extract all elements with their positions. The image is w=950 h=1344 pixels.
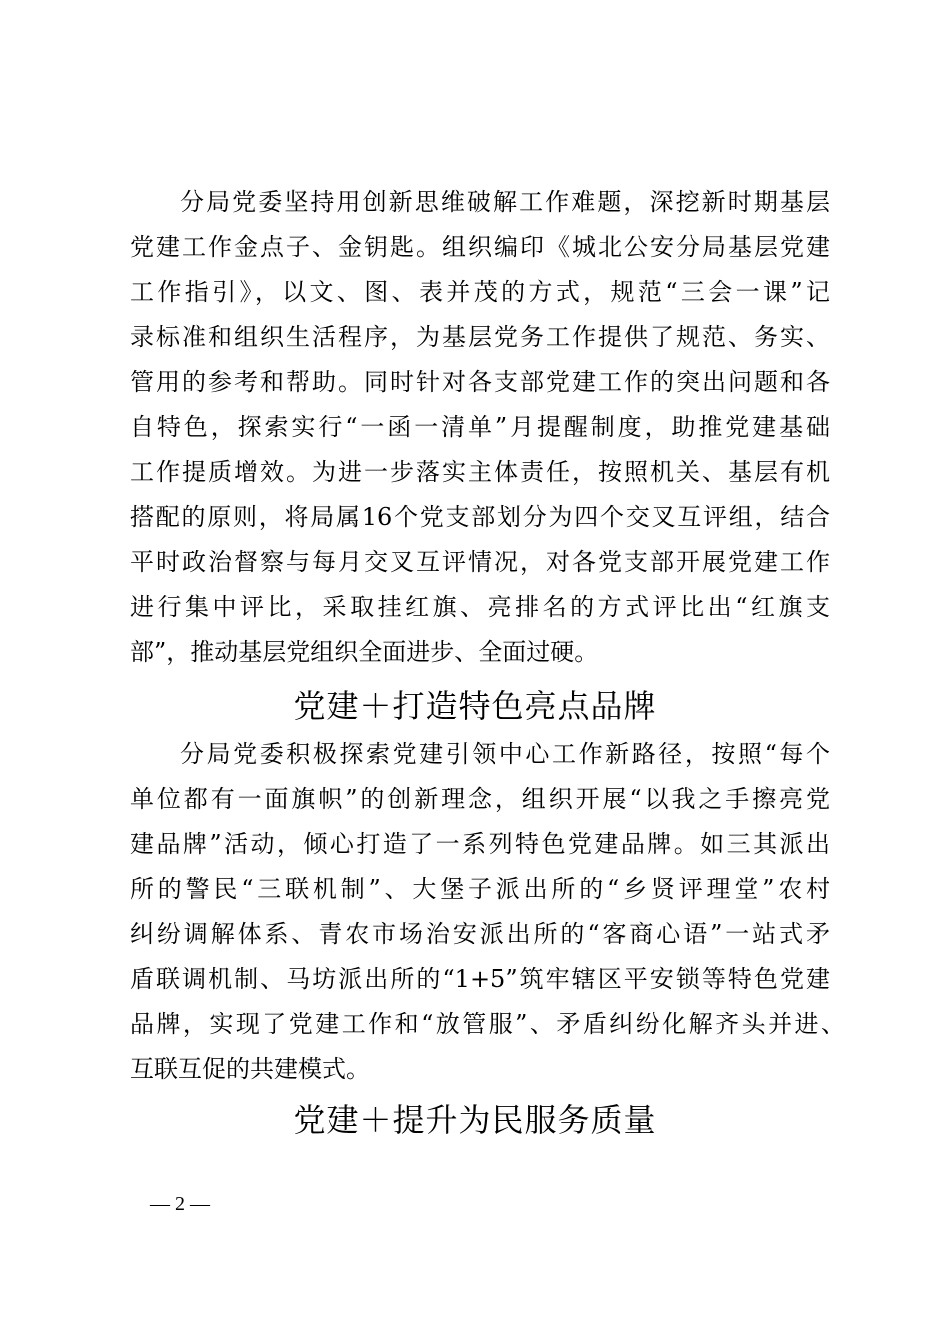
paragraph-line: 搭配的原则，将局属16个党支部划分为四个交叉互评组，结合 [130,503,830,531]
paragraph-line: 建品牌”活动，倾心打造了一系列特色党建品牌。如三其派出 [130,830,830,858]
paragraph-line: 部”，推动基层党组织全面进步、全面过硬。 [130,638,599,666]
paragraph-line: 党建工作金点子、金钥匙。组织编印《城北公安分局基层党建 [130,233,830,261]
section-heading-brand: 党建＋打造特色亮点品牌 [293,687,657,725]
page-number: — 2 — [150,1193,210,1215]
section-heading-service: 党建＋提升为民服务质量 [293,1101,657,1139]
paragraph-line: 平时政治督察与每月交叉互评情况，对各党支部开展党建工作 [130,548,830,576]
paragraph-line: 分局党委积极探索党建引领中心工作新路径，按照“每个 [180,740,830,768]
paragraph-line: 所的警民“三联机制”、大堡子派出所的“乡贤评理堂”农村 [130,875,830,903]
paragraph-line: 分局党委坚持用创新思维破解工作难题，深挖新时期基层 [180,188,830,216]
paragraph-line: 工作提质增效。为进一步落实主体责任，按照机关、基层有机 [130,458,830,486]
paragraph-line: 录标准和组织生活程序，为基层党务工作提供了规范、务实、 [130,323,830,351]
paragraph-line: 纠纷调解体系、青农市场治安派出所的“客商心语”一站式矛 [130,920,830,948]
paragraph-line: 工作指引》，以文、图、表并茂的方式，规范“三会一课”记 [130,278,830,306]
paragraph-line: 品牌，实现了党建工作和“放管服”、矛盾纠纷化解齐头并进、 [130,1010,845,1038]
paragraph-line: 管用的参考和帮助。同时针对各支部党建工作的突出问题和各 [130,368,830,396]
paragraph-line: 盾联调机制、马坊派出所的“1+5”筑牢辖区平安锁等特色党建 [130,965,830,993]
paragraph-line: 自特色，探索实行“一函一清单”月提醒制度，助推党建基础 [130,413,830,441]
paragraph-line: 互联互促的共建模式。 [130,1055,370,1083]
paragraph-line: 单位都有一面旗帜”的创新理念，组织开展“以我之手擦亮党 [130,785,830,813]
paragraph-line: 进行集中评比，采取挂红旗、亮排名的方式评比出“红旗支 [130,593,830,621]
